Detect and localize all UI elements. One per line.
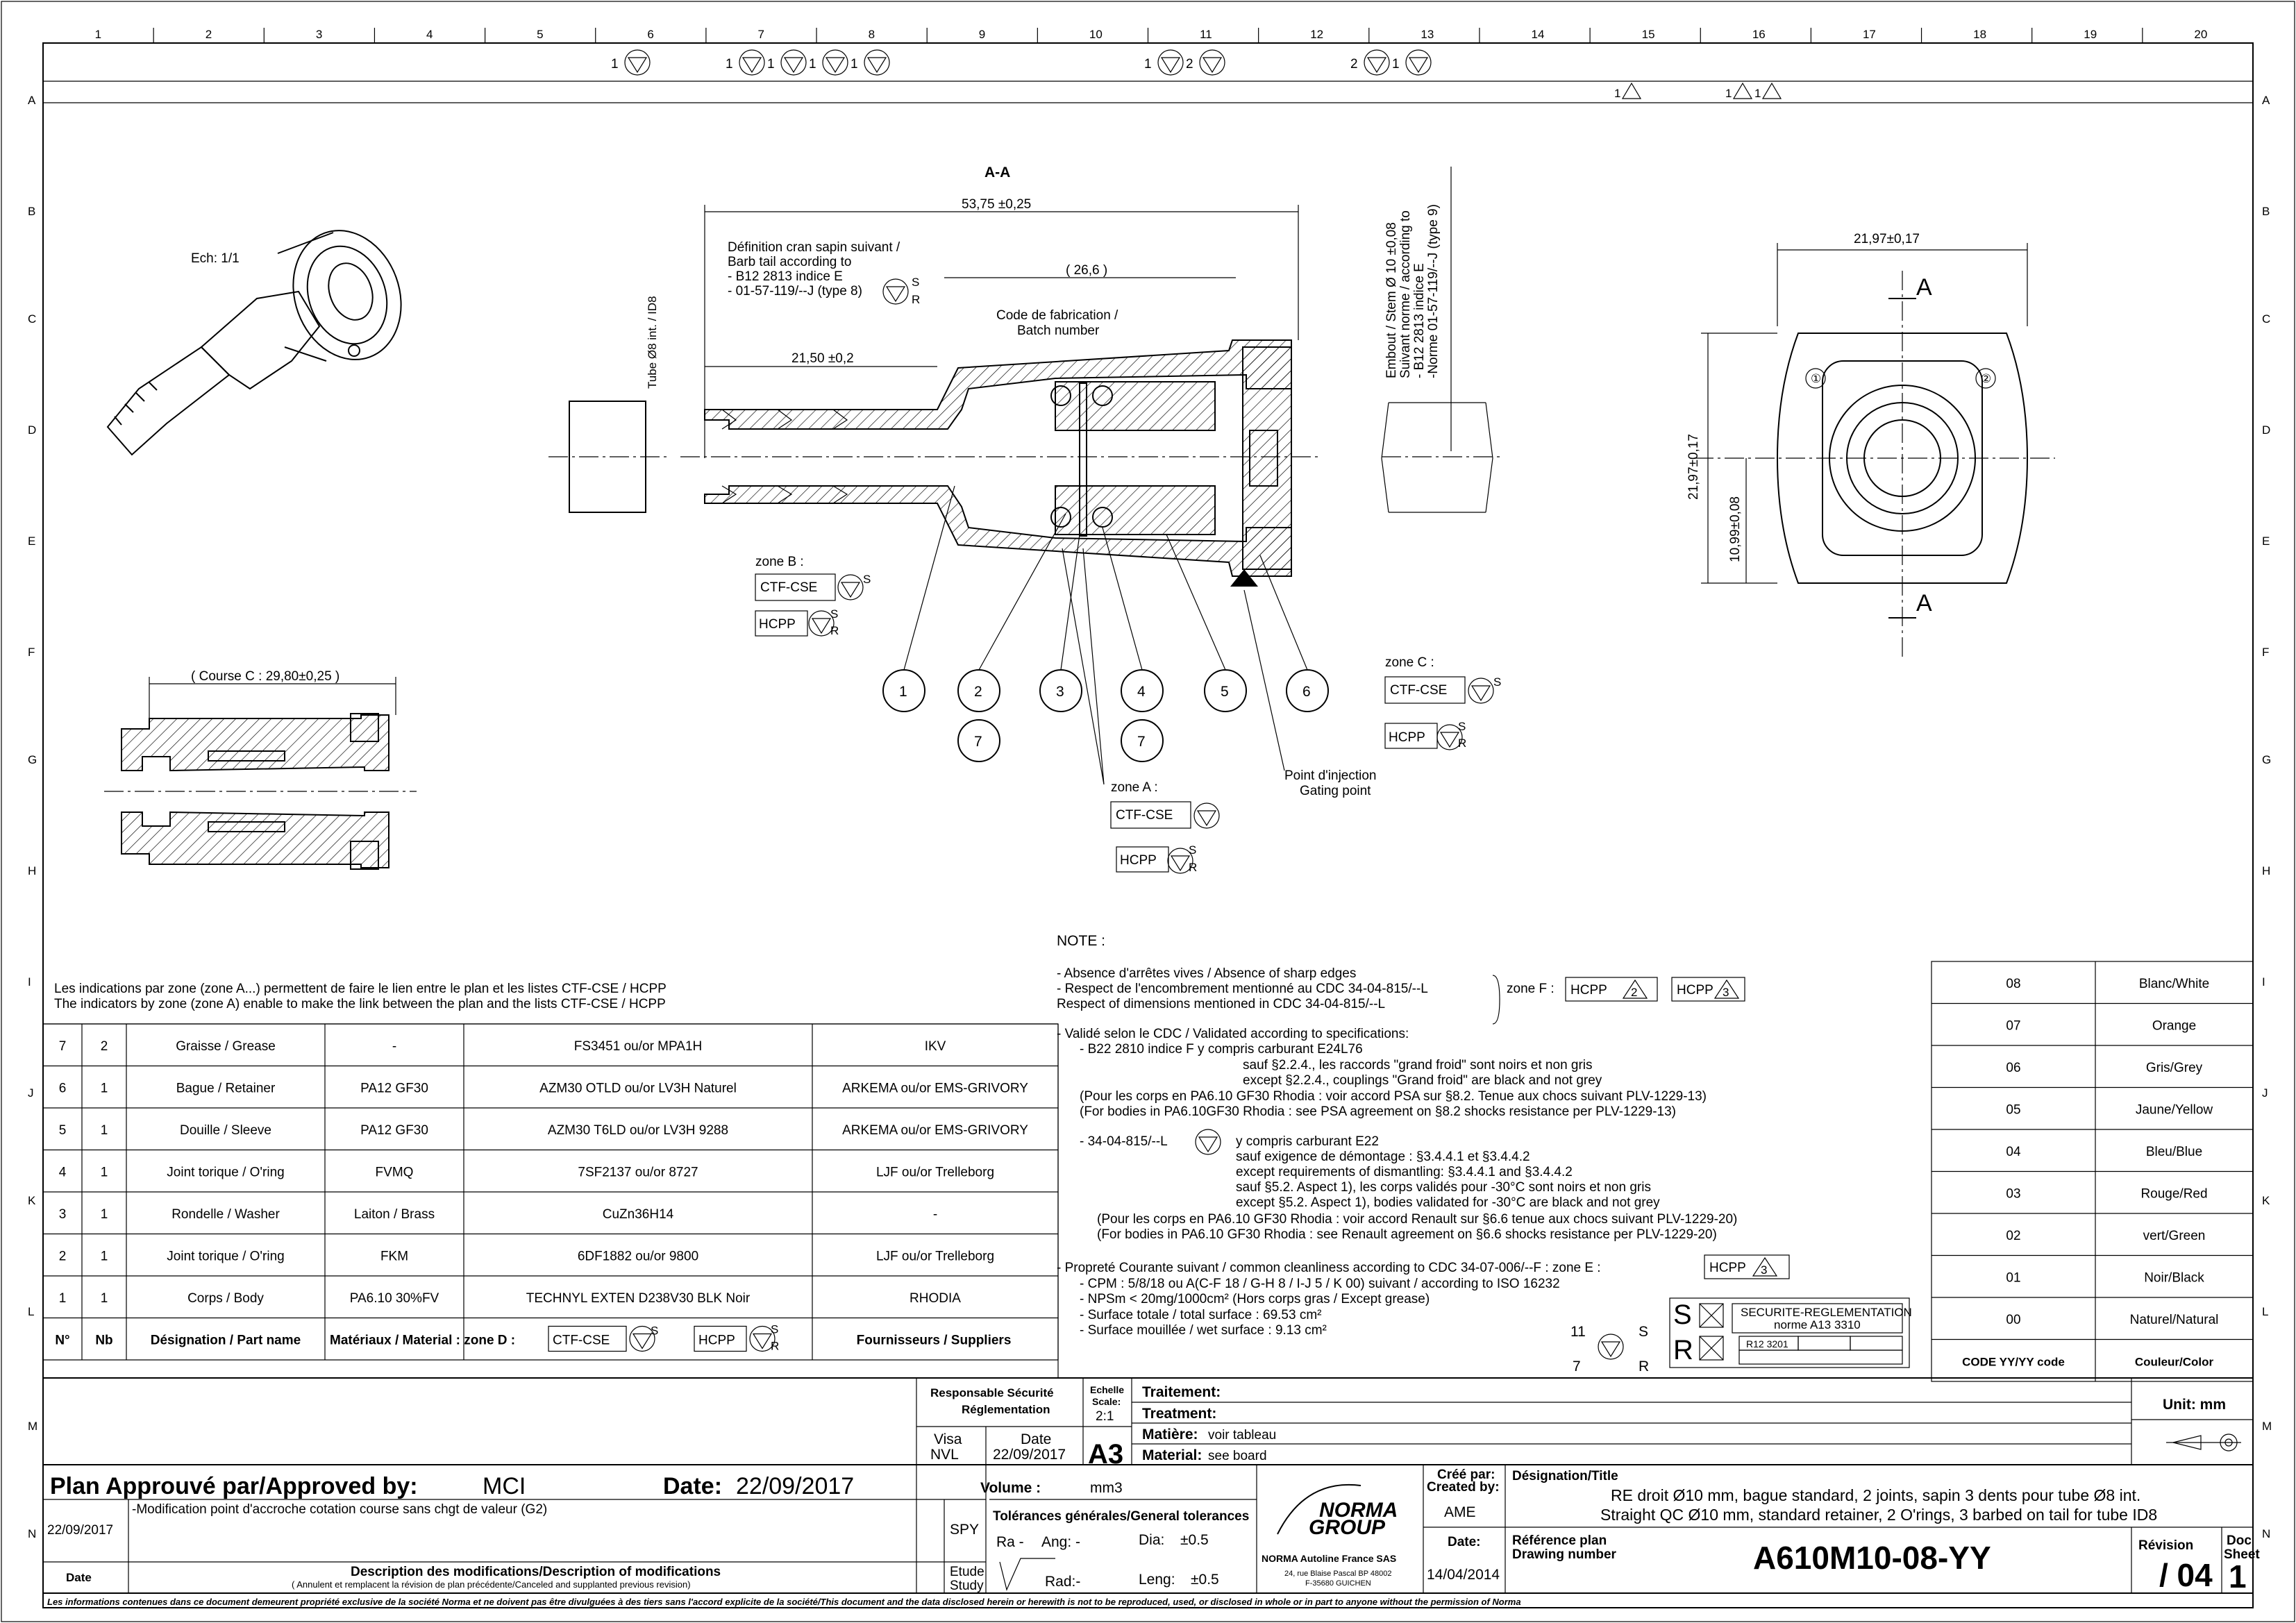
hcpp-label: HCPP: [1677, 983, 1713, 998]
color-table: [1932, 961, 2253, 1381]
secu-title: SECURITE-REGLEMENTATION: [1741, 1306, 1912, 1319]
r-marker: R: [771, 1339, 780, 1353]
title-block: [43, 1378, 2260, 1607]
grid-row-label: M: [2262, 1420, 2272, 1433]
rev-num: 3: [1723, 986, 1729, 999]
stem-label: Embout / Stem Ø 10 ±0,08: [1384, 222, 1399, 378]
zone-a-label: zone A :: [1111, 780, 1158, 795]
note-line: Respect of dimensions mentioned in CDC 34-04-815/--L: [1057, 997, 1386, 1011]
color-code: 00: [2006, 1313, 2021, 1327]
bom-header: Désignation / Part name: [150, 1333, 301, 1348]
bom-cell: Graisse / Grease: [176, 1039, 276, 1054]
bom-cell: Corps / Body: [187, 1291, 264, 1306]
bom-cell: 1: [100, 1165, 108, 1180]
grid-row-label: F: [28, 646, 35, 659]
date2-label: Date:: [1448, 1535, 1481, 1549]
notes: [1057, 933, 1912, 1374]
bom-cell: AZM30 T6LD ou/or LV3H 9288: [547, 1123, 729, 1138]
rev-marker: 1: [1144, 57, 1152, 72]
date-label: Date: [1021, 1431, 1052, 1447]
dim-21-50: 21,50 ±0,2: [791, 351, 854, 366]
bom-cell: PA12 GF30: [360, 1123, 428, 1138]
color-code: 07: [2006, 1018, 2021, 1034]
color-name: vert/Green: [2143, 1229, 2206, 1243]
bom-cell: CuZn36H14: [602, 1207, 674, 1222]
grid-col-label: 11: [1200, 28, 1212, 41]
secu-norm: norme A13 3310: [1774, 1318, 1861, 1331]
section-title: A-A: [984, 165, 1011, 180]
traitement-label: Traitement:: [1142, 1384, 1221, 1400]
bom-header: N°: [55, 1333, 70, 1348]
bom-cell: 7: [58, 1039, 67, 1054]
notes-title: NOTE :: [1057, 933, 1106, 949]
grid-row-label: K: [2262, 1194, 2270, 1207]
etude-label: Etude: [950, 1565, 984, 1579]
title-en: Straight QC Ø10 mm, standard retainer, 2 O'rings, 3 barbed on tail for tube ID8: [1600, 1506, 2158, 1524]
grid-col-label: 7: [757, 28, 764, 41]
bom-cell: 4: [58, 1165, 67, 1180]
secu-s: S: [1673, 1300, 1692, 1330]
grid-row-label: D: [28, 423, 37, 437]
grid-col-label: 19: [2084, 28, 2097, 41]
bom-cell: 1: [100, 1249, 108, 1264]
note-line: - Validé selon le CDC / Validated according to specifications:: [1057, 1027, 1409, 1041]
date2-val: 14/04/2014: [1427, 1567, 1500, 1583]
grid-row-label: G: [2262, 753, 2272, 766]
section-marker: A: [1916, 274, 1932, 301]
color-name: Jaune/Yellow: [2135, 1102, 2213, 1118]
bom-cell: -: [392, 1039, 397, 1054]
mod-sub: ( Annulent et remplacent la révision de plan précédente/Canceled and supplanted previous revision): [292, 1579, 691, 1590]
zone-f-label: zone F :: [1507, 982, 1555, 996]
hcpp-label: HCPP: [1120, 853, 1157, 868]
bom-table: [43, 1024, 1058, 1378]
grid-row-label: H: [2262, 864, 2271, 877]
echelle-val: 2:1: [1096, 1409, 1114, 1424]
rev-num: 3: [1761, 1263, 1768, 1277]
s-marker: S: [1639, 1324, 1649, 1340]
grid-col-label: 9: [978, 28, 986, 41]
created-val: AME: [1444, 1504, 1476, 1520]
logo-group: GROUP: [1309, 1516, 1386, 1539]
bom-cell: 1: [100, 1123, 108, 1138]
barb-def-line: Définition cran sapin suivant /: [728, 240, 900, 255]
bom-cell: PA6.10 30%FV: [349, 1291, 439, 1306]
grid-col-label: 12: [1310, 28, 1324, 41]
visa-label: Visa: [934, 1431, 962, 1447]
zone-info: [54, 982, 667, 1011]
bom-cell: Laiton / Brass: [353, 1207, 435, 1222]
grid-row-label: I: [28, 975, 31, 989]
hcpp-label: HCPP: [698, 1333, 735, 1348]
r-marker: R: [1639, 1359, 1650, 1374]
mod-col-date: Date: [66, 1571, 92, 1584]
unit-label: Unit: mm: [2163, 1397, 2226, 1413]
rev-marker: 1: [1614, 87, 1621, 100]
dim-width: 21,97±0,17: [1854, 232, 1920, 246]
section-a-a: [548, 165, 1501, 874]
mod-visa: SPY: [950, 1522, 980, 1538]
echelle-label: Echelle: [1090, 1384, 1125, 1395]
ref-label: Drawing number: [1512, 1547, 1616, 1562]
grid-row-label: L: [28, 1305, 35, 1318]
matiere-label: Matière:: [1142, 1427, 1198, 1443]
leng-label: Leng:: [1139, 1572, 1175, 1588]
s-marker: S: [771, 1322, 779, 1336]
zone-c-label: zone C :: [1385, 655, 1434, 670]
bom-cell: ARKEMA ou/or EMS-GRIVORY: [842, 1081, 1028, 1096]
material-label: Material:: [1142, 1447, 1203, 1463]
secu-r: R: [1673, 1335, 1693, 1365]
dim-overall: 53,75 ±0,25: [962, 197, 1032, 212]
bom-cell: RHODIA: [910, 1291, 961, 1306]
s-marker: S: [1458, 720, 1466, 733]
bom-header: Fournisseurs / Suppliers: [856, 1333, 1012, 1348]
volume-label: Volume :: [980, 1480, 1041, 1496]
grid-col-label: 8: [868, 28, 875, 41]
color-code: 06: [2006, 1061, 2021, 1075]
grid-row-label: A: [28, 94, 36, 107]
dia-val: ±0.5: [1180, 1532, 1209, 1548]
bom-cell: LJF ou/or Trelleborg: [875, 1165, 995, 1180]
color-code: 05: [2006, 1102, 2021, 1118]
course-label: ( Course C : 29,80±0,25 ): [191, 669, 340, 684]
grid-col-label: 4: [426, 28, 433, 41]
bubble: 4: [1137, 684, 1146, 700]
bom-cell: 6DF1882 ou/or 9800: [577, 1249, 699, 1264]
bom-cell: FS3451 ou/or MPA1H: [573, 1039, 703, 1054]
note-line: (Pour les corps en PA6.10 GF30 Rhodia : voir accord Renault sur §6.6 tenue aux chocs suivant PLV-1229-20): [1097, 1212, 1738, 1227]
bom-cell: 1: [58, 1291, 67, 1306]
dim-height: 21,97±0,17: [1686, 434, 1701, 500]
rev-marker: 2: [1350, 57, 1358, 72]
grid-col-label: 14: [1531, 28, 1545, 41]
rev-marker: 1: [726, 57, 733, 72]
grid-row-label: M: [28, 1420, 38, 1433]
zone-info-line: Les indications par zone (zone A...) permettent de faire le lien entre le plan et les listes CTF-CSE / HCPP: [54, 982, 667, 996]
revision-label: Révision: [2138, 1538, 2194, 1553]
hcpp-label: HCPP: [759, 617, 796, 632]
ref-label: Référence plan: [1512, 1533, 1607, 1548]
barb-def-line: - B12 2813 indice E: [728, 269, 843, 284]
bom-cell: ARKEMA ou/or EMS-GRIVORY: [842, 1123, 1028, 1138]
grid-col-label: 3: [315, 28, 323, 41]
safety-num: 7: [1573, 1359, 1581, 1374]
dia-label: Dia:: [1139, 1532, 1165, 1548]
mod-date: 22/09/2017: [47, 1523, 114, 1538]
matiere-val: voir tableau: [1208, 1428, 1277, 1443]
format: A3: [1088, 1439, 1124, 1470]
echelle-label: Scale:: [1092, 1396, 1121, 1407]
grid-row-label: L: [2262, 1305, 2269, 1318]
bubble: 7: [974, 734, 982, 750]
grid-col-label: 2: [205, 28, 212, 41]
note-line: - Absence d'arrêtes vives / Absence of sharp edges: [1057, 966, 1357, 981]
mod-text: -Modification point d'accroche cotation course sans chgt de valeur (G2): [132, 1502, 548, 1517]
tolerances-label: Tolérances générales/General tolerances: [993, 1509, 1250, 1524]
created-label: Créé par:: [1437, 1468, 1495, 1482]
bom-cell: 5: [58, 1123, 67, 1138]
rev-marker: 1: [1754, 87, 1761, 100]
grid-col-label: 10: [1089, 28, 1103, 41]
grid-col-label: 5: [537, 28, 544, 41]
stem-label: Suivant norme / according to: [1398, 210, 1413, 378]
revision-markers: [611, 50, 1781, 100]
safety-num: 11: [1570, 1324, 1586, 1340]
resp-label: Responsable Sécurité: [930, 1386, 1054, 1399]
designation-label: Désignation/Title: [1512, 1469, 1618, 1483]
grid-col-label: 13: [1421, 28, 1434, 41]
color-code: 02: [2006, 1229, 2021, 1243]
s-marker: S: [1493, 675, 1502, 689]
color-name: Blanc/White: [2138, 977, 2210, 991]
bubble: 7: [1137, 734, 1146, 750]
dim-half: 10,99±0,08: [1728, 496, 1743, 562]
rev-num: 2: [1631, 986, 1638, 999]
color-header: CODE YY/YY code: [1962, 1355, 2065, 1369]
company-address: F-35680 GUICHEN: [1305, 1579, 1371, 1588]
bom-cell: Joint torique / O'ring: [167, 1165, 285, 1180]
grid-row-label: A: [2262, 94, 2270, 107]
ctf-label: CTF-CSE: [553, 1333, 610, 1348]
bom-cell: IKV: [924, 1039, 946, 1054]
grid-row-label: J: [2262, 1086, 2268, 1100]
note-line: sauf §2.2.4., les raccords "grand froid" sont noirs et non gris: [1243, 1058, 1593, 1073]
bom-cell: AZM30 OTLD ou/or LV3H Naturel: [539, 1081, 737, 1096]
grid-col-label: 17: [1862, 28, 1876, 41]
grid-row-label: D: [2262, 423, 2271, 437]
s-marker: S: [830, 607, 839, 621]
end-view-marker: ②: [1981, 372, 1992, 385]
grid-row-label: C: [28, 312, 37, 326]
grid-row-label: N: [2262, 1527, 2271, 1540]
grid-row-label: C: [2262, 312, 2271, 326]
note-line: - Surface totale / total surface : 69.53 cm²: [1080, 1308, 1322, 1322]
drawing-number: A610M10-08-YY: [1753, 1540, 1991, 1576]
doc-label: Doc: [2227, 1533, 2252, 1548]
barb-def-line: Barb tail according to: [728, 255, 852, 269]
bom-cell: Joint torique / O'ring: [167, 1249, 285, 1264]
grid-col-label: 15: [1641, 28, 1655, 41]
note-line: (Pour les corps en PA6.10 GF30 Rhodia : voir accord PSA sur §8.2. Tenue aux chocs suivant PLV-1229-13): [1080, 1089, 1707, 1104]
material-val: see board: [1208, 1449, 1267, 1463]
isometric-view: [108, 215, 419, 455]
color-header: Couleur/Color: [2134, 1355, 2214, 1369]
note-line: except §2.2.4., couplings "Grand froid" are black and not grey: [1243, 1073, 1602, 1088]
grid-col-label: 1: [94, 28, 102, 41]
stem-label: -Norme 01-57-119/--J (type 9): [1426, 204, 1441, 378]
resp-label: Réglementation: [962, 1403, 1050, 1416]
grid-row-label: H: [28, 864, 37, 877]
note-line: except requirements of dismantling: §3.4.4.1 and §3.4.4.2: [1236, 1165, 1573, 1179]
note-line: - B22 2810 indice F y compris carburant E24L76: [1080, 1042, 1363, 1057]
bom-cell: Douille / Sleeve: [179, 1123, 272, 1138]
color-code: 08: [2006, 977, 2021, 991]
disclaimer: Les informations contenues dans ce document demeurent propriété exclusive de la société Norma et ne doivent pas être divulguées à des tiers sans l'accord explicite de la société/This document and the data disclosed herein or herewith is not to be reproduced, used, or disclosed in whole or in part to anyone without the permission of Norma: [47, 1597, 1521, 1607]
grid-col-label: 20: [2194, 28, 2208, 41]
color-name: Orange: [2152, 1018, 2197, 1034]
etude-label: Study: [950, 1579, 984, 1593]
dim-26-6: ( 26,6 ): [1066, 263, 1108, 278]
note-line: y compris carburant E22: [1236, 1134, 1379, 1149]
rev-marker: 1: [611, 57, 619, 72]
rev-marker: 1: [809, 57, 816, 72]
batch-label: Code de fabrication /: [996, 308, 1118, 323]
created-label: Created by:: [1427, 1480, 1500, 1495]
bom-cell: 2: [100, 1039, 108, 1054]
grid-row-label: E: [28, 535, 36, 548]
r-marker: R: [1189, 861, 1198, 874]
rev-marker: 1: [1725, 87, 1732, 100]
rev-marker: 2: [1186, 57, 1193, 72]
grid-row-label: F: [2262, 646, 2270, 659]
bubble: 5: [1221, 684, 1229, 700]
bom-cell: 1: [100, 1291, 108, 1306]
bom-cell: Bague / Retainer: [176, 1081, 276, 1096]
color-name: Bleu/Blue: [2145, 1145, 2203, 1159]
s-marker: S: [863, 573, 871, 586]
revision-val: / 04: [2159, 1557, 2213, 1593]
injection-label: Gating point: [1300, 784, 1371, 798]
note-line: - Propreté Courante suivant / common cleanliness according to CDC 34-07-006/--F : zone E :: [1057, 1261, 1601, 1275]
barb-def-line: - 01-57-119/--J (type 8): [728, 284, 862, 298]
note-line: (For bodies in PA6.10 GF30 Rhodia : see Renault agreement on §6.6 shocks resistance per PLV-1229-20): [1097, 1227, 1717, 1242]
grid-row-label: B: [28, 205, 36, 218]
ang-label: Ang: -: [1041, 1534, 1081, 1550]
batch-label: Batch number: [1017, 323, 1100, 338]
grid-row-label: J: [28, 1086, 34, 1100]
grid-row-label: E: [2262, 535, 2270, 548]
visa-val: NVL: [930, 1447, 959, 1463]
bom-cell: FVMQ: [375, 1165, 414, 1180]
mod-desc: Description des modifications/Description of modifications: [351, 1565, 721, 1579]
bubble: 6: [1302, 684, 1311, 700]
doc-label: Sheet: [2224, 1547, 2260, 1562]
color-code: 01: [2006, 1270, 2021, 1286]
zone-b-label: zone B :: [755, 555, 804, 569]
note-line: - 34-04-815/--L: [1080, 1134, 1168, 1149]
rev-marker: 1: [1392, 57, 1400, 72]
r-marker: R: [830, 624, 839, 637]
date-val: 22/09/2017: [993, 1447, 1066, 1463]
grid-row-label: N: [28, 1527, 37, 1540]
color-name: Rouge/Red: [2140, 1186, 2208, 1202]
ctf-label: CTF-CSE: [760, 580, 818, 595]
bubble: 1: [899, 684, 907, 700]
injection-label: Point d'injection: [1284, 768, 1377, 783]
bubble: 3: [1056, 684, 1064, 700]
note-line: - Surface mouillée / wet surface : 9.13 cm²: [1080, 1323, 1327, 1338]
color-name: Noir/Black: [2144, 1270, 2204, 1286]
grid-row-label: B: [2262, 205, 2270, 218]
approved-by: MCI: [483, 1473, 526, 1499]
bom-cell: PA12 GF30: [360, 1081, 428, 1096]
note-line: sauf exigence de démontage : §3.4.4.1 et §3.4.4.2: [1236, 1150, 1530, 1164]
grid-col-label: 6: [647, 28, 654, 41]
ctf-label: CTF-CSE: [1390, 683, 1448, 698]
grid-row-label: I: [2262, 975, 2265, 989]
bom-header: Matériaux / Material : zone D :: [330, 1333, 516, 1348]
company-name: NORMA Autoline France SAS: [1262, 1553, 1397, 1564]
approved-date-label: Date:: [663, 1473, 723, 1499]
bom-cell: Rondelle / Washer: [171, 1207, 280, 1222]
grid-col-label: 18: [1973, 28, 1987, 41]
section-marker: A: [1916, 590, 1932, 616]
course-section-view: [104, 669, 417, 869]
tube-label: Tube Ø8 int. / ID8: [646, 296, 659, 389]
secu-ref: R12 3201: [1746, 1338, 1788, 1349]
bom-cell: 7SF2137 ou/or 8727: [578, 1165, 698, 1180]
rev-marker: 1: [850, 57, 858, 72]
approved-label: Plan Approuvé par/Approved by:: [50, 1473, 418, 1499]
hcpp-label: HCPP: [1570, 983, 1607, 998]
hcpp-label: HCPP: [1709, 1261, 1746, 1275]
bom-cell: LJF ou/or Trelleborg: [875, 1249, 995, 1264]
bom-cell: 1: [100, 1081, 108, 1096]
bom-cell: 6: [58, 1081, 67, 1096]
rad-label: Rad:-: [1045, 1574, 1081, 1590]
rev-marker: 1: [767, 57, 775, 72]
logo-norma: NORMA: [1319, 1499, 1398, 1522]
note-line: (For bodies in PA6.10GF30 Rhodia : see PSA agreement on §8.2 shocks resistance per PLV-1229-13): [1080, 1104, 1677, 1119]
title-fr: RE droit Ø10 mm, bague standard, 2 joints, sapin 3 dents pour tube Ø8 int.: [1611, 1486, 2141, 1504]
bom-cell: FKM: [380, 1249, 409, 1264]
grid-col-label: 16: [1752, 28, 1766, 41]
bom-cell: -: [932, 1207, 938, 1222]
end-view: [1686, 232, 2055, 659]
bubble: 2: [974, 684, 982, 700]
zone-info-line: The indicators by zone (zone A) enable to make the link between the plan and the lists CTF-CSE / HCPP: [54, 997, 666, 1011]
ctf-label: CTF-CSE: [1116, 808, 1173, 823]
bom-cell: 1: [100, 1207, 108, 1222]
iso-scale-label: Ech: 1/1: [191, 251, 240, 266]
hcpp-label: HCPP: [1389, 730, 1425, 745]
end-view-marker: ①: [1811, 372, 1822, 385]
s-marker: S: [651, 1324, 659, 1338]
r-marker: R: [912, 293, 921, 306]
approved-date: 22/09/2017: [736, 1473, 855, 1499]
company-address: 24, rue Blaise Pascal BP 48002: [1284, 1570, 1392, 1578]
s-marker: S: [912, 276, 920, 289]
color-code: 03: [2006, 1186, 2021, 1202]
color-code: 04: [2006, 1145, 2021, 1159]
note-line: except §5.2. Aspect 1), bodies validated for -30°C are black and not grey: [1236, 1195, 1660, 1210]
note-line: - Respect de l'encombrement mentionné au CDC 34-04-815/--L: [1057, 982, 1428, 996]
ra-label: Ra -: [996, 1534, 1024, 1550]
note-line: - CPM : 5/8/18 ou A(C-F 18 / G-H 8 / I-J 5 / K 00) suivant / according to ISO 16232: [1080, 1277, 1560, 1291]
doc-val: 1: [2229, 1558, 2247, 1595]
grid-row-label: G: [28, 753, 37, 766]
s-marker: S: [1189, 843, 1197, 857]
volume-val: mm3: [1090, 1480, 1123, 1496]
bom-cell: TECHNYL EXTEN D238V30 BLK Noir: [526, 1291, 751, 1306]
note-line: - NPSm < 20mg/1000cm² (Hors corps gras / Except grease): [1080, 1292, 1430, 1306]
color-name: Gris/Grey: [2145, 1061, 2203, 1075]
grid-row-label: K: [28, 1194, 36, 1207]
leng-val: ±0.5: [1191, 1572, 1219, 1588]
color-name: Naturel/Natural: [2129, 1313, 2219, 1327]
note-line: sauf §5.2. Aspect 1), les corps validés pour -30°C sont noirs et non gris: [1236, 1180, 1651, 1195]
stem-label: - B12 2813 indice E: [1412, 263, 1427, 378]
bom-cell: 2: [58, 1249, 67, 1264]
bom-cell: 3: [58, 1207, 67, 1222]
bom-header: Nb: [95, 1333, 113, 1348]
r-marker: R: [1458, 737, 1467, 750]
treatment-label: Treatment:: [1142, 1406, 1217, 1422]
